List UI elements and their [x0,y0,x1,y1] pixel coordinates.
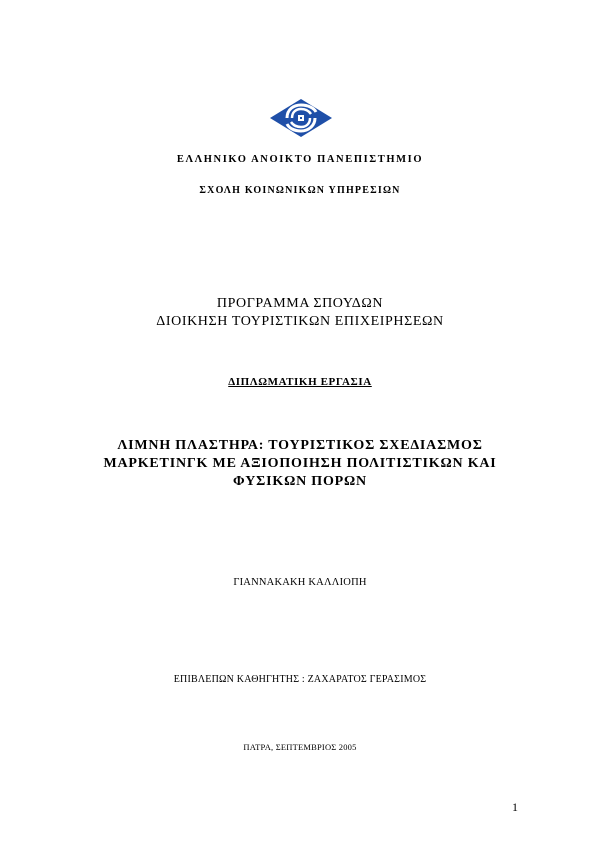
thesis-title-line: ΛΙΜΝΗ ΠΛΑΣΤΗΡΑ: ΤΟΥΡΙΣΤΙΚΟΣ ΣΧΕΔΙΑΣΜΟΣ [117,438,483,453]
university-logo-icon [269,98,333,138]
thesis-title-line: ΦΥΣΙΚΩΝ ΠΟΡΩΝ [233,474,367,489]
author-name: ΓΙΑΝΝΑΚΑΚΗ ΚΑΛΛΙΟΠΗ [233,577,367,588]
page-number: 1 [512,800,518,814]
supervisor-name: ΕΠΙΒΛΕΠΩΝ ΚΑΘΗΓΗΤΗΣ : ΖΑΧΑΡΑΤΟΣ ΓΕΡΑΣΙΜΟΣ [173,674,427,685]
university-name: ΕΛΛΗΝΙΚΟ ΑΝΟΙΚΤΟ ΠΑΝΕΠΙΣΤΗΜΙΟ [176,154,424,165]
thesis-type-heading: ΔΙΠΛΩΜΑΤΙΚΗ ΕΡΓΑΣΙΑ [228,376,372,388]
program-label: ΠΡΟΓΡΑΜΜΑ ΣΠΟΥΔΩΝ [216,296,384,311]
thesis-title-line: ΜΑΡΚΕΤΙΝΓΚ ΜΕ ΑΞΙΟΠΟΙΗΣΗ ΠΟΛΙΤΙΣΤΙΚΩΝ ΚΑΙ [103,456,497,471]
school-name: ΣΧΟΛΗ ΚΟΙΝΩΝΙΚΩΝ ΥΠΗΡΕΣΙΩΝ [199,185,401,196]
place-and-date: ΠΑΤΡΑ, ΣΕΠΤΕΜΒΡΙΟΣ 2005 [243,742,357,752]
program-name: ΔΙΟΙΚΗΣΗ ΤΟΥΡΙΣΤΙΚΩΝ ΕΠΙΧΕΙΡΗΣΕΩΝ [156,314,444,329]
